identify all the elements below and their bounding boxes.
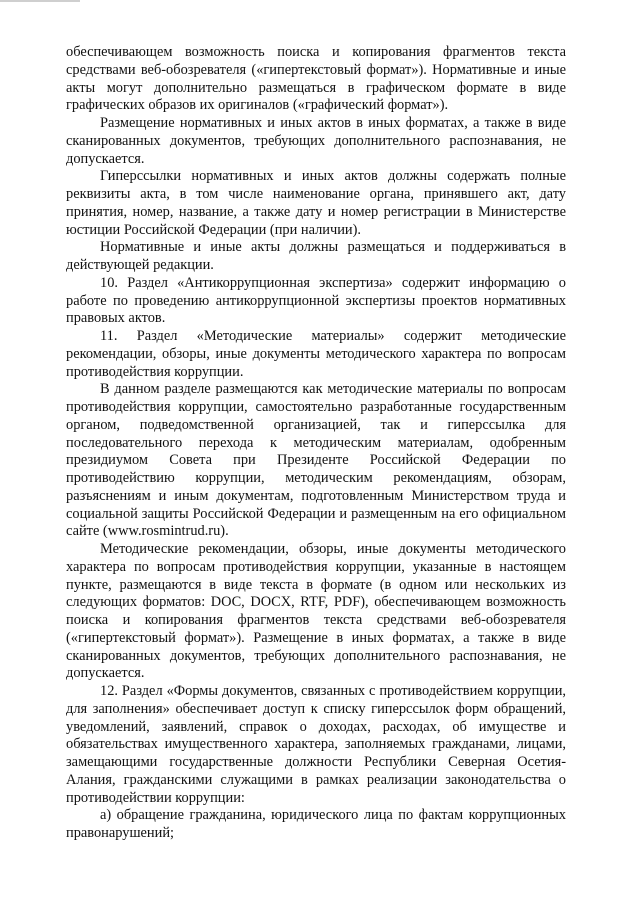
document-body [66, 44, 566, 843]
paragraph-current-edition: Нормативные и иные акты должны размещаться и поддерживаться в действующей редакции. [66, 239, 566, 273]
paragraph-formats-continuation: обеспечивающем возможность поиска и копирования фрагментов текста средствами веб-обозревателя («гипертекстовый формат»). Нормативные и иные акты могут дополнительно размещаться в графическом формате в виде графических образов их оригиналов («графический формат»). [66, 44, 566, 114]
scan-edge-mark [0, 0, 80, 2]
paragraph-section-11-content: В данном разделе размещаются как методические материалы по вопросам противодействия коррупции, самостоятельно разработанные государственным органом, подведомственной организацией, так и гиперссылка для последовательного перехода к методическим материалам, одобренным президиумом Совета при Президенте Российской Федерации по противодействию коррупции, методическим рекомендациям, обзорам, разъяснениям и иным документам, подготовленным Министерством труда и социальной защиты Российской Федерации и размещенным на его официальном сайте (www.rosmintrud.ru). [66, 381, 566, 540]
paragraph-hyperlinks-requisites: Гиперссылки нормативных и иных актов должны содержать полные реквизиты акта, в том числе наименование органа, принявшего акт, дату принятия, номер, название, а также дату и номер регистрации в Министерстве юстиции Российской Федерации (при наличии). [66, 168, 566, 238]
paragraph-section-12: 12. Раздел «Формы документов, связанных с противодействием коррупции, для заполнения» обеспечивает доступ к списку гиперссылок форм обращений, уведомлений, заявлений, справок о доходах, расходах, об имуществе и обязательствах имущественного характера, заполняемых гражданами, лицами, замещающими государственные должности Республики Северная Осетия-Алания, гражданскими служащими в рамках реализации законодательства о противодействии коррупции: [66, 683, 566, 806]
list-item-a: а) обращение гражданина, юридического лица по фактам коррупционных правонарушений; [66, 807, 566, 841]
paragraph-section-10: 10. Раздел «Антикоррупционная экспертиза» содержит информацию о работе по проведению антикоррупционной экспертизы проектов нормативных правовых актов. [66, 274, 566, 327]
paragraph-other-formats: Размещение нормативных и иных актов в иных форматах, а также в виде сканированных документов, требующих дополнительного распознавания, не допускается. [66, 115, 566, 167]
paragraph-section-11-formats: Методические рекомендации, обзоры, иные документы методического характера по вопросам противодействия коррупции, указанные в настоящем пункте, размещаются в виде текста в формате (в одном или нескольких из следующих форматов: DOC, DOCX, RTF, PDF), обеспечивающем возможность поиска и копирования фрагментов текста средствами веб-обозревателя («гипертекстовый формат»). Размещение в иных форматах, а также в виде сканированных документов, требующих дополнительного распознавания, не допускается. [66, 541, 566, 682]
paragraph-section-11: 11. Раздел «Методические материалы» содержит методические рекомендации, обзоры, иные документы методического характера по вопросам противодействия коррупции. [66, 328, 566, 380]
